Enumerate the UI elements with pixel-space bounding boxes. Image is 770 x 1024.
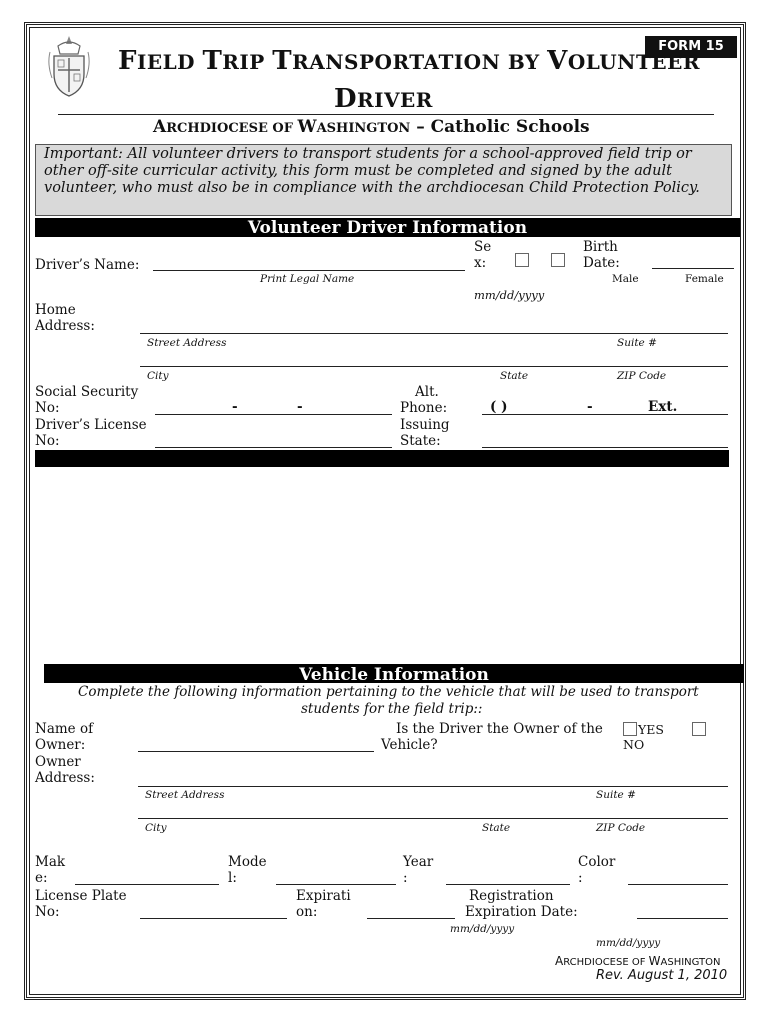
form-title-line2: DRIVER <box>334 84 433 114</box>
owner-yes-checkbox[interactable] <box>623 722 637 736</box>
form-subtitle: ARCHDIOCESE OF WASHINGTON – Catholic Schools <box>153 117 590 137</box>
plate-expiration-format: mm/dd/yyyy <box>450 923 515 935</box>
drivers-license-field[interactable] <box>155 447 392 448</box>
owner-city-hint: City <box>145 822 167 834</box>
print-legal-name-hint: Print Legal Name <box>260 273 355 285</box>
male-label: Male <box>612 273 639 285</box>
important-notice: Important: All volunteer drivers to transport students for a school-approved field trip or other off-site curricular activity, this form must be completed and signed by the adult volunteer, who must also be in compliance with the archdiocesan Child Protection Policy. <box>35 144 732 216</box>
vehicle-section-heading: Vehicle Information <box>44 664 744 683</box>
year-label: Year : <box>403 854 434 886</box>
owner-suite-hint: Suite # <box>596 789 636 801</box>
footer-organization: ARCHDIOCESE OF WASHINGTON <box>555 954 721 968</box>
home-city-hint: City <box>147 370 169 382</box>
form-number-tag: FORM 15 <box>645 36 737 58</box>
home-zip-hint: ZIP Code <box>617 370 667 382</box>
owner-city-field[interactable] <box>138 818 728 819</box>
footer-revision-date: Rev. August 1, 2010 <box>596 968 728 983</box>
owner-no-label: NO <box>623 737 645 752</box>
license-plate-field[interactable] <box>140 918 287 919</box>
sex-label: Se x: <box>474 239 492 271</box>
owner-zip-hint: ZIP Code <box>596 822 646 834</box>
phone-ext-label: Ext. <box>648 399 678 415</box>
ssn-label: Social Security No: <box>35 384 139 416</box>
birth-date-label: Birth Date: <box>583 239 620 271</box>
plate-expiration-field[interactable] <box>367 918 455 919</box>
year-field[interactable] <box>446 884 570 885</box>
home-state-hint: State <box>500 370 529 382</box>
issuing-state-label: Issuing State: <box>400 417 450 449</box>
home-street-hint: Street Address <box>147 337 227 349</box>
owner-yes-label: YES <box>638 722 664 737</box>
home-street-field[interactable] <box>140 333 728 334</box>
ssn-dash-1: - <box>232 399 238 415</box>
birth-date-format: mm/dd/yyyy <box>474 288 545 302</box>
vehicle-intro-line2: students for the field trip:: <box>301 701 483 717</box>
female-label: Female <box>685 273 724 285</box>
home-city-field[interactable] <box>140 366 728 367</box>
birth-date-field[interactable] <box>652 268 734 269</box>
home-suite-hint: Suite # <box>617 337 657 349</box>
owner-name-label: Name of Owner: <box>35 721 94 753</box>
form-title-line1: FIELD TRIP TRANSPORTATION BY VOLUNTEER <box>118 46 700 76</box>
owner-no-checkbox[interactable] <box>692 722 706 736</box>
drivers-name-label: Driver’s Name: <box>35 257 140 273</box>
is-owner-question: Is the Driver the Owner of the Vehicle? <box>381 721 603 753</box>
drivers-license-label: Driver’s License No: <box>35 417 147 449</box>
license-plate-label: License Plate No: <box>35 888 127 920</box>
phone-dash: - <box>587 399 593 415</box>
model-field[interactable] <box>276 884 396 885</box>
plate-expiration-label: Expirati on: <box>296 888 351 920</box>
driver-section-end-bar <box>35 450 729 467</box>
owner-state-hint: State <box>482 822 511 834</box>
model-label: Mode l: <box>228 854 267 886</box>
sex-female-checkbox[interactable] <box>551 253 565 267</box>
vehicle-intro-line1: Complete the following information pertaining to the vehicle that will be used to transport <box>78 684 699 700</box>
drivers-name-field[interactable] <box>153 270 465 271</box>
archdiocese-crest-icon <box>44 34 94 100</box>
driver-section-heading: Volunteer Driver Information <box>35 218 740 237</box>
registration-expiration-field[interactable] <box>637 918 728 919</box>
issuing-state-field[interactable] <box>482 447 728 448</box>
home-address-label: Home Address: <box>35 302 95 334</box>
sex-male-checkbox[interactable] <box>515 253 529 267</box>
phone-area-code: ( ) <box>490 399 508 415</box>
alt-phone-label: Alt. Phone: <box>400 384 448 416</box>
color-field[interactable] <box>628 884 728 885</box>
ssn-dash-2: - <box>297 399 303 415</box>
owner-street-field[interactable] <box>138 786 728 787</box>
owner-street-hint: Street Address <box>145 789 225 801</box>
ssn-field[interactable] <box>155 414 392 415</box>
registration-date-format: mm/dd/yyyy <box>596 937 661 949</box>
alt-phone-field[interactable] <box>482 414 728 415</box>
owner-address-label: Owner Address: <box>35 754 95 786</box>
make-field[interactable] <box>75 884 219 885</box>
title-rule <box>58 114 714 115</box>
registration-expiration-label: Registration Expiration Date: <box>465 888 578 920</box>
owner-name-field[interactable] <box>138 751 374 752</box>
make-label: Mak e: <box>35 854 66 886</box>
color-label: Color : <box>578 854 616 886</box>
